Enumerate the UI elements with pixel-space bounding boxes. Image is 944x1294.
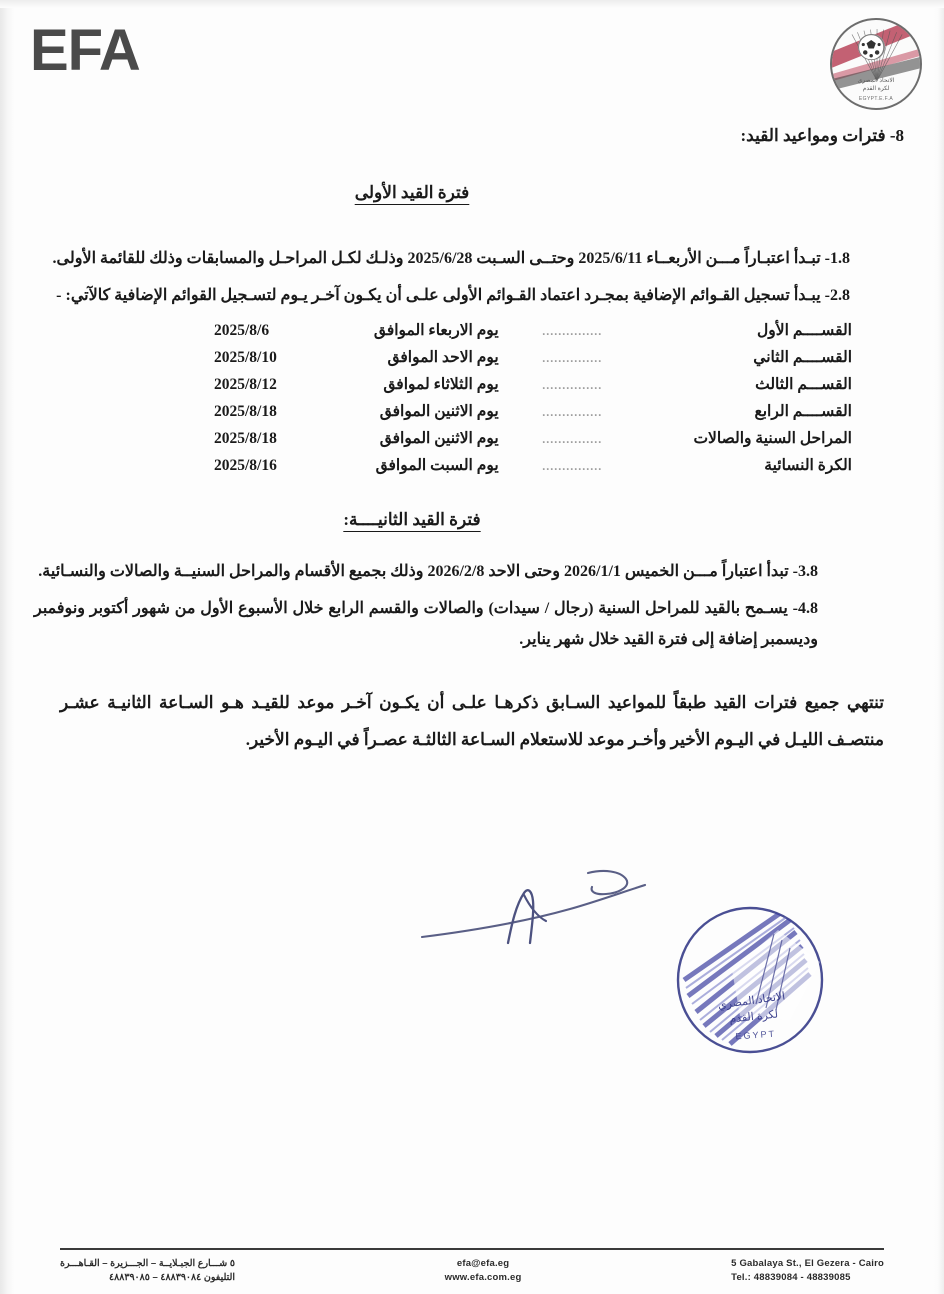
schedule-label: المراحل السنية والصالات: [693, 430, 852, 448]
official-stamp: [670, 900, 830, 1060]
dot-leader: ...............: [542, 405, 603, 420]
table-row: [214, 454, 852, 478]
table-row: [214, 346, 852, 370]
clause-4-8: 4.8- يسـمح بالقيد للمراحل السنية (رجال / سيدات) والصالات والقسم الرابع خلال الأسبوع الأول من شهور أكتوبر ونوفمبر وديسمبر إضافة إلى فترة القيد خلال شهر يناير.: [34, 599, 818, 649]
svg-text:الاتحاد المصري: الاتحاد المصري: [717, 990, 786, 1012]
footer-address-ar: ٥ شـــارع الجبـلايــة – الجـــزيرة – القـاهـــرة التليفون ٤٨٨٣٩٠٨٤ – ٤٨٨٣٩٠٨٥: [60, 1257, 235, 1284]
document-footer: [60, 1242, 884, 1286]
schedule-day: يوم الثلاثاء لموافق: [383, 376, 499, 394]
registration-schedule-table: [34, 319, 910, 478]
dot-leader: ...............: [542, 324, 603, 339]
table-row: [214, 427, 852, 451]
table-row: [214, 373, 852, 397]
schedule-date: 2025/8/18: [214, 430, 277, 448]
footer-website[interactable]: www.efa.com.eg: [444, 1272, 522, 1284]
dot-leader: ...............: [542, 378, 603, 393]
schedule-label: القســــم الثاني: [753, 349, 852, 367]
table-row: [214, 400, 852, 424]
svg-text:EGYPT: EGYPT: [735, 1028, 777, 1042]
dot-leader: ...............: [542, 459, 603, 474]
crest-subtext: EGYPT.E.F.A: [858, 95, 894, 102]
section-heading: 8- فترات ومواعيد القيد:: [740, 126, 904, 145]
clause-1-8: 1.8- تبـدأ اعتبـاراً مـــن الأربعــاء 2025/6/11 وحتــى السـبت 2025/6/28 وذلـك لكـل المراحـل والمسابقات وذلك للقائمة الأولى.: [52, 249, 850, 267]
svg-text:لكرة القدم: لكرة القدم: [728, 1008, 779, 1026]
schedule-date: 2025/8/12: [214, 376, 277, 394]
handwritten-signature: [420, 865, 690, 960]
schedule-day: يوم الاثنين الموافق: [379, 403, 499, 421]
scan-edge-top: [0, 0, 944, 8]
footer-divider: [60, 1248, 884, 1250]
dot-leader: ...............: [542, 432, 603, 447]
efa-wordmark-logo: EFA: [30, 18, 140, 83]
first-period-title: فترة القيد الأولى: [354, 183, 470, 203]
schedule-day: يوم الاحد الموافق: [387, 349, 499, 367]
clause-2-8: 2.8- يبـدأ تسجيل القـوائم الإضافية بمجـرد اعتماد القـوائم الأولى علـى أن يكـون آخـر يـوم لتسـجيل القوائم الإضافية كالآتي: -: [56, 287, 850, 305]
schedule-day: يوم الاربعاء الموافق: [373, 322, 499, 340]
clause-3-8: 3.8- تبدأ اعتباراً مـــن الخميس 2026/1/1 وحتى الاحد 2026/2/8 وذلك بجميع الأقسام والمراحل السنيــة والصالات والنسـائية.: [38, 562, 818, 580]
signature-area: [0, 860, 944, 1100]
footer-address-en: 5 Gabalaya St., El Gezera - Cairo Tel.: 48839084 - 48839085: [731, 1257, 884, 1284]
schedule-day: يوم السبت الموافق: [375, 457, 499, 475]
dot-leader: ...............: [542, 351, 603, 366]
schedule-day: يوم الاثنين الموافق: [379, 430, 499, 448]
schedule-date: 2025/8/18: [214, 403, 277, 421]
closing-paragraph: تنتهي جميع فترات القيد طبقاً للمواعيد السـابق ذكرهـا علـى أن يكـون آخـر موعد للقيـد هـو السـاعة الثانيـة عشـر منتصـف الليـل في اليـوم الأخير وأخـر موعد للاستعلام السـاعة الثالثـة عصـراً في اليـوم الأخير.: [60, 693, 884, 749]
schedule-date: 2025/8/10: [214, 349, 277, 367]
footer-contact-web: [445, 1257, 522, 1286]
schedule-label: القســــم الرابع: [754, 403, 852, 421]
schedule-label: الكرة النسائية: [764, 457, 852, 475]
table-row: [214, 319, 852, 343]
document-body: [34, 120, 910, 758]
second-period-title: فترة القيد الثانيــــة:: [343, 510, 481, 530]
schedule-label: القســـم الثالث: [755, 376, 852, 394]
schedule-label: القســــم الأول: [757, 322, 852, 340]
document-header: [0, 14, 944, 110]
crest-arabic-text: الاتحاد المصري لكرة القدم: [857, 78, 895, 92]
footer-email[interactable]: efa@efa.eg: [456, 1257, 510, 1269]
schedule-date: 2025/8/6: [214, 322, 270, 340]
schedule-date: 2025/8/16: [214, 457, 277, 475]
efa-crest-icon: [830, 18, 922, 110]
football-icon: [858, 34, 884, 60]
